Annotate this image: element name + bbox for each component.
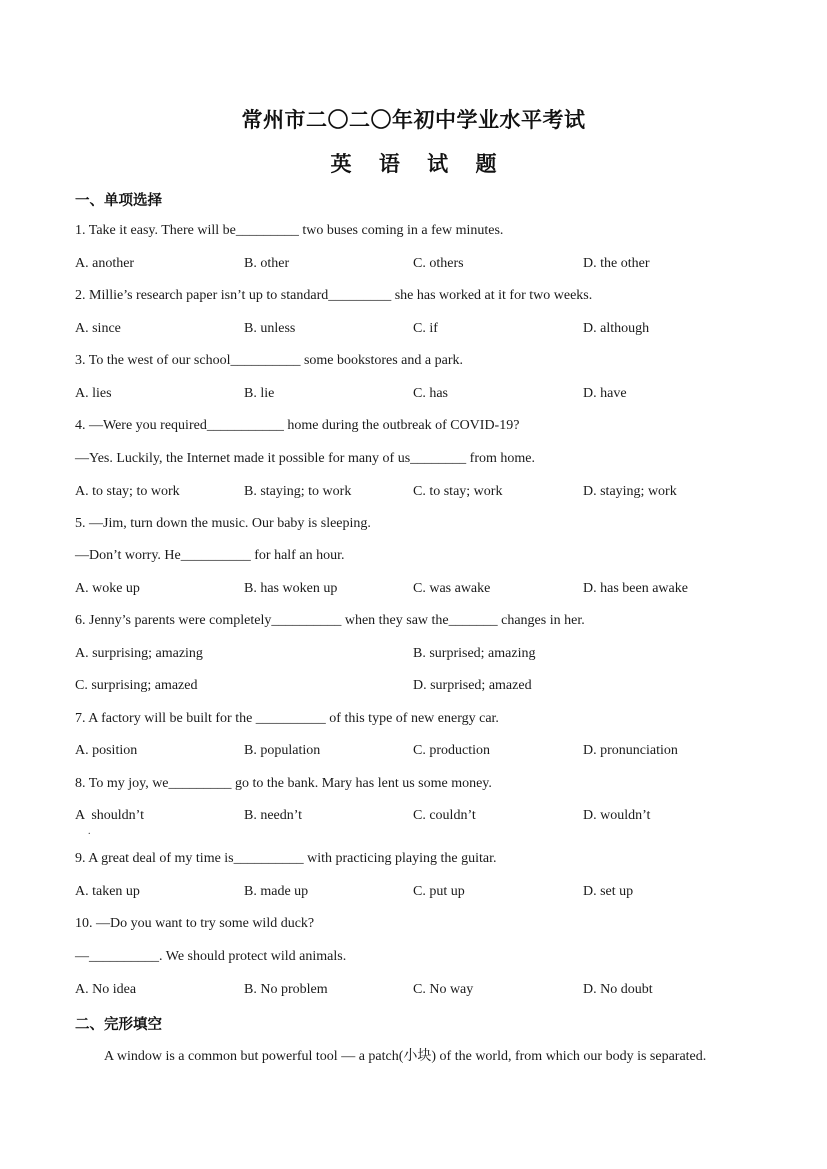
question-4-option-b: B. staying; to work — [244, 484, 352, 499]
question-2-stem: 2. Millie’s research paper isn’t up to standard_________ she has worked at it for two weeks. — [75, 288, 593, 303]
stray-dot-mark: . — [88, 826, 91, 837]
question-3-option-d: D. have — [583, 386, 627, 401]
question-7-option-d: D. pronunciation — [583, 743, 678, 758]
question-1-option-d: D. the other — [583, 256, 650, 271]
question-2-option-a: A. since — [75, 321, 121, 336]
question-4-option-a: A. to stay; to work — [75, 484, 180, 499]
question-5-option-c: C. was awake — [413, 581, 491, 596]
question-4-response: —Yes. Luckily, the Internet made it possible for many of us________ from home. — [75, 451, 535, 466]
question-6-option-a: A. surprising; amazing — [75, 646, 203, 661]
question-4-stem: 4. —Were you required___________ home during the outbreak of COVID-19? — [75, 418, 520, 433]
question-9-option-d: D. set up — [583, 884, 634, 899]
question-10-stem: 10. —Do you want to try some wild duck? — [75, 916, 315, 931]
question-8-option-d: D. wouldn’t — [583, 808, 651, 823]
question-9-option-b: B. made up — [244, 884, 309, 899]
question-6-option-b: B. surprised; amazing — [413, 646, 536, 661]
question-10-option-c: C. No way — [413, 982, 474, 997]
section-heading-single-choice: 一、单项选择 — [75, 193, 162, 209]
question-6-option-c: C. surprising; amazed — [75, 678, 198, 693]
question-5-option-a: A. woke up — [75, 581, 140, 596]
question-1-option-c: C. others — [413, 256, 464, 271]
question-9-stem: 9. A great deal of my time is__________ with practicing playing the guitar. — [75, 851, 497, 866]
question-8-option-c: C. couldn’t — [413, 808, 476, 823]
section-heading-cloze: 二、完形填空 — [75, 1017, 162, 1033]
question-8-option-a: A shouldn’t — [75, 808, 144, 823]
question-5-option-b: B. has woken up — [244, 581, 338, 596]
exam-subtitle: 英 语 试 题 — [330, 152, 507, 176]
question-7-option-b: B. population — [244, 743, 321, 758]
question-7-stem: 7. A factory will be built for the __________ of this type of new energy car. — [75, 711, 499, 726]
question-3-option-a: A. lies — [75, 386, 112, 401]
question-3-option-b: B. lie — [244, 386, 275, 401]
cloze-paragraph: A window is a common but powerful tool — a patch(小块) of the world, from which our body is separated. — [104, 1049, 707, 1064]
question-7-option-c: C. production — [413, 743, 490, 758]
question-3-option-c: C. has — [413, 386, 448, 401]
exam-title: 常州市二〇二〇年初中学业水平考试 — [241, 108, 586, 132]
question-7-option-a: A. position — [75, 743, 138, 758]
question-6-option-d: D. surprised; amazed — [413, 678, 532, 693]
question-6-stem: 6. Jenny’s parents were completely__________ when they saw the_______ changes in her. — [75, 613, 585, 628]
question-1-option-a: A. another — [75, 256, 135, 271]
question-8-stem: 8. To my joy, we_________ go to the bank. Mary has lent us some money. — [75, 776, 492, 791]
question-9-option-c: C. put up — [413, 884, 465, 899]
question-10-response: —__________. We should protect wild animals. — [75, 949, 347, 964]
question-2-option-b: B. unless — [244, 321, 296, 336]
question-10-option-d: D. No doubt — [583, 982, 653, 997]
question-8-option-b: B. needn’t — [244, 808, 303, 823]
question-2-option-c: C. if — [413, 321, 438, 336]
question-5-response: —Don’t worry. He__________ for half an hour. — [75, 548, 345, 563]
question-4-option-c: C. to stay; work — [413, 484, 503, 499]
question-3-stem: 3. To the west of our school__________ some bookstores and a park. — [75, 353, 463, 368]
question-1-option-b: B. other — [244, 256, 290, 271]
question-2-option-d: D. although — [583, 321, 650, 336]
question-4-option-d: D. staying; work — [583, 484, 677, 499]
question-5-option-d: D. has been awake — [583, 581, 688, 596]
question-5-stem: 5. —Jim, turn down the music. Our baby is sleeping. — [75, 516, 371, 531]
question-10-option-b: B. No problem — [244, 982, 328, 997]
question-1-stem: 1. Take it easy. There will be_________ two buses coming in a few minutes. — [75, 223, 504, 238]
question-10-option-a: A. No idea — [75, 982, 137, 997]
question-9-option-a: A. taken up — [75, 884, 140, 899]
